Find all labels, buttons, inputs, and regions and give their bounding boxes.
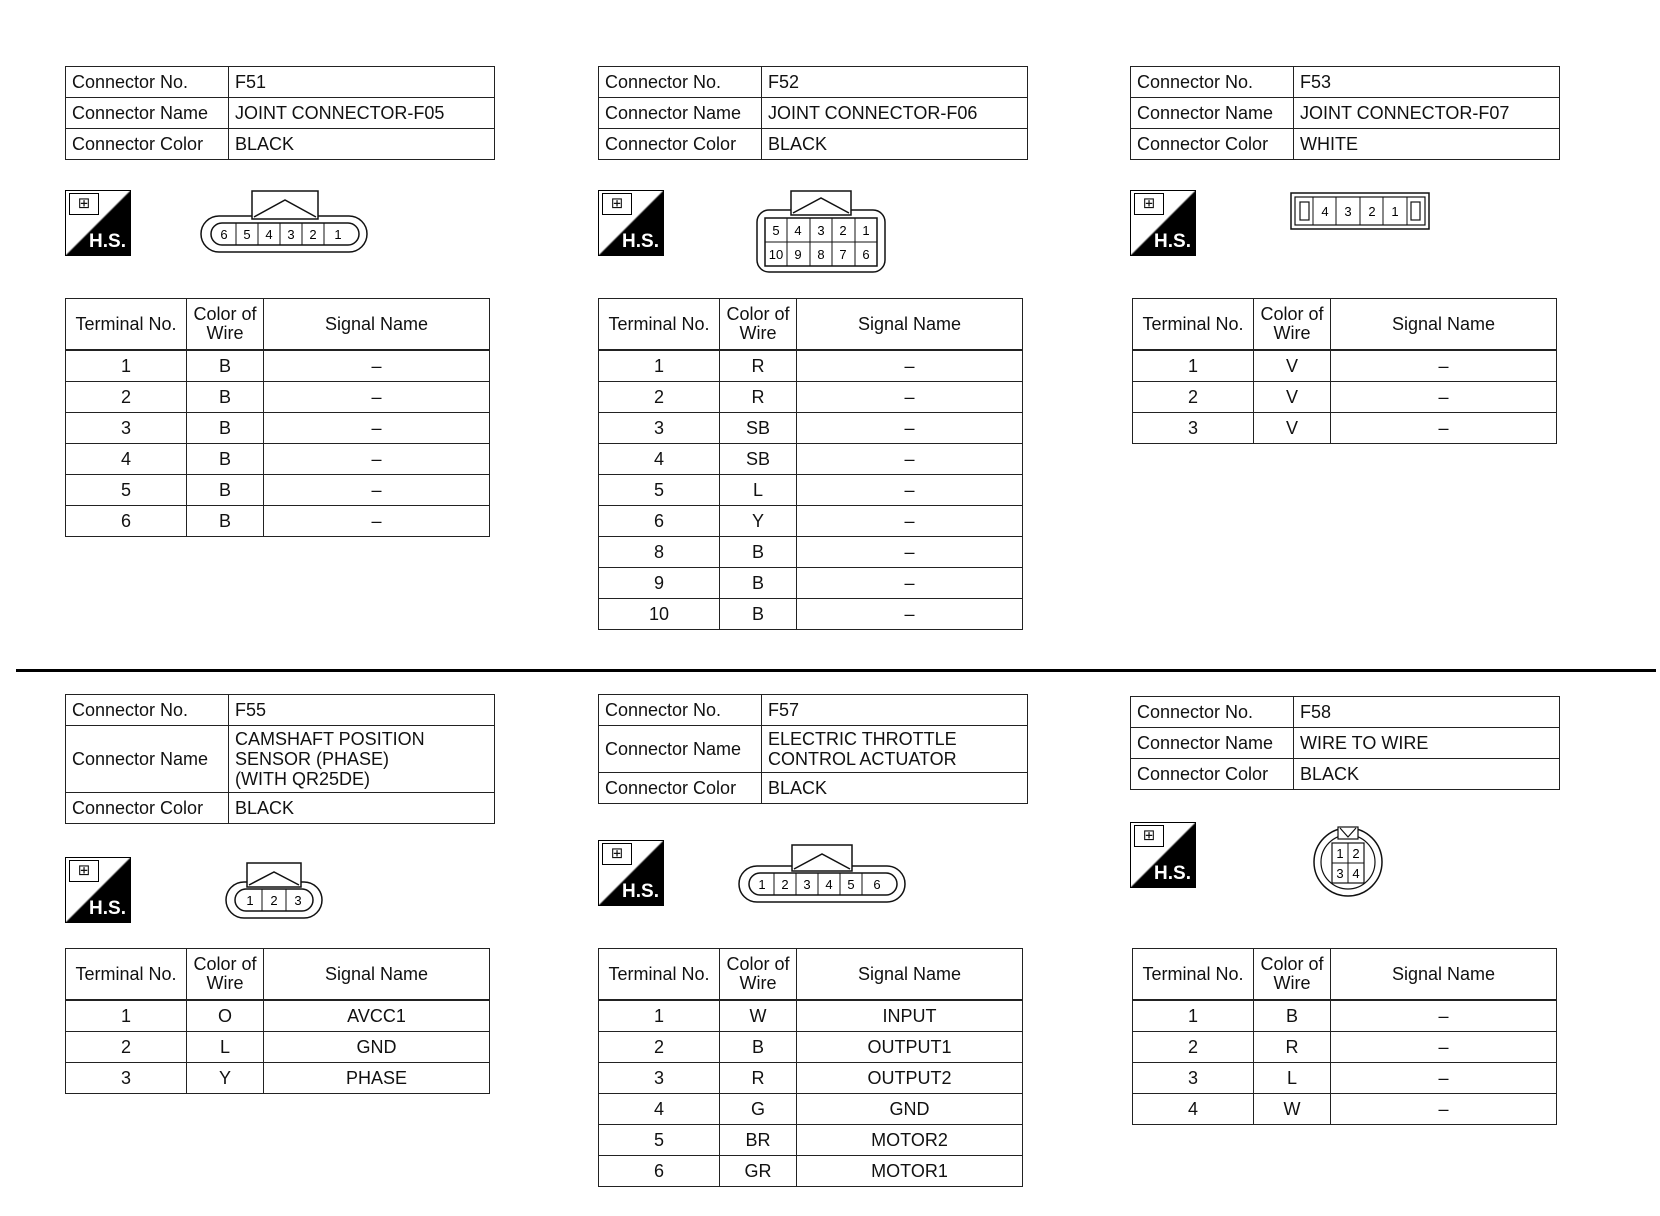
wire-color: B <box>187 444 264 475</box>
table-row <box>599 475 1023 506</box>
wire-color: GR <box>720 1156 797 1187</box>
connector-no-value: F51 <box>229 67 495 98</box>
signal-name: – <box>797 475 1023 506</box>
wire-color-header: Color of Wire <box>1254 299 1331 351</box>
connector-color-label: Connector Color <box>66 793 229 824</box>
wire-color: W <box>720 1000 797 1032</box>
table-row <box>1133 382 1557 413</box>
connector-no-value: F52 <box>762 67 1028 98</box>
table-row <box>1133 1032 1557 1063</box>
connector-name-value: WIRE TO WIRE <box>1294 728 1560 759</box>
signal-name: AVCC1 <box>264 1000 490 1032</box>
table-row <box>1133 350 1557 382</box>
pin-label: 2 <box>1352 846 1360 861</box>
connector-f58-terminal-table <box>1132 948 1557 1125</box>
pin-label: 6 <box>862 247 870 262</box>
connector-f57-diagram <box>738 844 908 908</box>
connector-glyph-icon: ⊞ <box>69 860 99 882</box>
connector-color-label: Connector Color <box>66 129 229 160</box>
signal-name: – <box>264 382 490 413</box>
connector-no-label: Connector No. <box>599 67 762 98</box>
hs-label: H.S. <box>622 881 659 902</box>
wire-color: Y <box>187 1063 264 1094</box>
connector-glyph-icon: ⊞ <box>69 193 99 215</box>
terminal-no: 6 <box>66 506 187 537</box>
signal-name: – <box>1331 413 1557 444</box>
table-row <box>66 382 490 413</box>
connector-name-value: JOINT CONNECTOR-F07 <box>1294 98 1560 129</box>
connector-no-value: F53 <box>1294 67 1560 98</box>
pin-label: 3 <box>287 227 295 242</box>
wire-color: B <box>187 382 264 413</box>
terminal-no: 3 <box>599 1063 720 1094</box>
pin-label: 1 <box>1336 846 1344 861</box>
pin-label: 1 <box>334 227 342 242</box>
connector-no-label: Connector No. <box>599 695 762 726</box>
signal-name-header: Signal Name <box>264 299 490 351</box>
table-row <box>599 1000 1023 1032</box>
signal-name: – <box>797 537 1023 568</box>
pin-label: 4 <box>265 227 273 242</box>
wire-color-header: Color of Wire <box>1254 949 1331 1001</box>
signal-name: – <box>1331 1063 1557 1094</box>
signal-name: – <box>264 413 490 444</box>
connector-color-value: BLACK <box>762 773 1028 804</box>
hs-icon <box>65 857 131 923</box>
wire-color: L <box>720 475 797 506</box>
signal-name: – <box>1331 350 1557 382</box>
terminal-no: 5 <box>599 475 720 506</box>
table-row <box>599 1063 1023 1094</box>
pin-label: 1 <box>246 893 254 908</box>
hs-label: H.S. <box>622 231 659 252</box>
pin-cell <box>334 227 341 242</box>
signal-name: OUTPUT1 <box>797 1032 1023 1063</box>
table-row <box>66 350 490 382</box>
connector-name-label: Connector Name <box>599 726 762 773</box>
connector-name-label: Connector Name <box>599 98 762 129</box>
connector-name-value: JOINT CONNECTOR-F06 <box>762 98 1028 129</box>
hs-label: H.S. <box>1154 231 1191 252</box>
pin-label: 2 <box>309 227 317 242</box>
wire-color: B <box>1254 1000 1331 1032</box>
table-row <box>1133 413 1557 444</box>
terminal-no: 1 <box>599 350 720 382</box>
table-row <box>66 413 490 444</box>
wire-color: R <box>720 1063 797 1094</box>
signal-name: GND <box>797 1094 1023 1125</box>
terminal-no: 5 <box>66 475 187 506</box>
hs-label: H.S. <box>89 231 126 252</box>
wire-color: G <box>720 1094 797 1125</box>
table-row <box>599 382 1023 413</box>
wire-color-header: Color of Wire <box>720 299 797 351</box>
wire-color: L <box>1254 1063 1331 1094</box>
signal-name: – <box>1331 382 1557 413</box>
connector-name-label: Connector Name <box>1131 728 1294 759</box>
terminal-no: 4 <box>599 444 720 475</box>
hs-icon <box>598 190 664 256</box>
wire-color: R <box>720 350 797 382</box>
connector-f57-terminal-table <box>598 948 1023 1187</box>
connector-name-label: Connector Name <box>66 98 229 129</box>
signal-name: – <box>264 444 490 475</box>
terminal-no: 2 <box>1133 382 1254 413</box>
terminal-no: 4 <box>1133 1094 1254 1125</box>
connector-no-label: Connector No. <box>1131 697 1294 728</box>
table-row <box>66 444 490 475</box>
signal-name: – <box>797 413 1023 444</box>
signal-name: – <box>797 444 1023 475</box>
pin-label: 7 <box>839 247 847 262</box>
wire-color: V <box>1254 350 1331 382</box>
wire-color: SB <box>720 413 797 444</box>
table-row <box>599 568 1023 599</box>
table-row <box>66 1032 490 1063</box>
connector-f52-info <box>598 66 1028 160</box>
signal-name-header: Signal Name <box>1331 949 1557 1001</box>
wire-color: V <box>1254 413 1331 444</box>
connector-f55-diagram <box>225 862 325 922</box>
wire-color: B <box>720 537 797 568</box>
connector-color-value: BLACK <box>229 793 495 824</box>
connector-color-value: BLACK <box>229 129 495 160</box>
signal-name: – <box>797 568 1023 599</box>
connector-f55-terminal-table <box>65 948 490 1094</box>
terminal-no: 1 <box>599 1000 720 1032</box>
terminal-no: 3 <box>1133 413 1254 444</box>
pin-label: 3 <box>803 877 811 892</box>
connector-glyph-icon: ⊞ <box>602 193 632 215</box>
table-row <box>599 413 1023 444</box>
terminal-no: 6 <box>599 506 720 537</box>
pin-label: 2 <box>781 877 789 892</box>
connector-no-value: F58 <box>1294 697 1560 728</box>
connector-glyph-icon: ⊞ <box>602 843 632 865</box>
wire-color: B <box>187 475 264 506</box>
terminal-no: 2 <box>66 382 187 413</box>
terminal-no: 8 <box>599 537 720 568</box>
connector-no-value: F57 <box>762 695 1028 726</box>
table-row <box>1133 1000 1557 1032</box>
signal-name: – <box>1331 1094 1557 1125</box>
pin-label: 6 <box>873 877 881 892</box>
signal-name: PHASE <box>264 1063 490 1094</box>
signal-name: – <box>1331 1000 1557 1032</box>
hs-label: H.S. <box>89 898 126 919</box>
wire-color-header: Color of Wire <box>720 949 797 1001</box>
table-row <box>66 1063 490 1094</box>
signal-name-header: Signal Name <box>797 949 1023 1001</box>
pin-label: 5 <box>772 223 780 238</box>
terminal-no: 5 <box>599 1125 720 1156</box>
signal-name: – <box>797 350 1023 382</box>
connector-f53-info <box>1130 66 1560 160</box>
terminal-no: 9 <box>599 568 720 599</box>
pin-label: 5 <box>243 227 251 242</box>
wire-color: O <box>187 1000 264 1032</box>
signal-name: MOTOR1 <box>797 1156 1023 1187</box>
connector-color-label: Connector Color <box>1131 129 1294 160</box>
connector-color-label: Connector Color <box>599 773 762 804</box>
signal-name: – <box>797 382 1023 413</box>
terminal-no: 10 <box>599 599 720 630</box>
connector-no-value: F55 <box>229 695 495 726</box>
table-row <box>599 599 1023 630</box>
table-row <box>599 1156 1023 1187</box>
pin-label: 3 <box>1344 204 1352 219</box>
terminal-no: 4 <box>599 1094 720 1125</box>
terminal-no: 2 <box>599 1032 720 1063</box>
wire-color: B <box>720 1032 797 1063</box>
signal-name-header: Signal Name <box>1331 299 1557 351</box>
wire-color: L <box>187 1032 264 1063</box>
table-row <box>599 1125 1023 1156</box>
table-row <box>1133 1063 1557 1094</box>
wire-color: SB <box>720 444 797 475</box>
terminal-no: 2 <box>66 1032 187 1063</box>
wire-color: V <box>1254 382 1331 413</box>
connector-color-label: Connector Color <box>599 129 762 160</box>
table-row <box>66 506 490 537</box>
connector-glyph-icon: ⊞ <box>1134 193 1164 215</box>
wire-color: R <box>1254 1032 1331 1063</box>
terminal-no: 1 <box>1133 1000 1254 1032</box>
pin-label: 1 <box>862 223 870 238</box>
pin-label: 5 <box>847 877 855 892</box>
pin-label: 2 <box>270 893 278 908</box>
hs-label: H.S. <box>1154 863 1191 884</box>
table-row <box>599 506 1023 537</box>
terminal-no: 3 <box>66 1063 187 1094</box>
pin-label: 4 <box>794 223 802 238</box>
hs-icon <box>1130 822 1196 888</box>
pin-label: 2 <box>839 223 847 238</box>
pin-label: 1 <box>1391 204 1399 219</box>
pin-label: 3 <box>817 223 825 238</box>
terminal-no: 3 <box>599 413 720 444</box>
table-row <box>599 444 1023 475</box>
connector-name-value: ELECTRIC THROTTLE CONTROL ACTUATOR <box>762 726 1028 773</box>
terminal-no-header: Terminal No. <box>66 299 187 351</box>
wire-color: Y <box>720 506 797 537</box>
wire-color: B <box>720 599 797 630</box>
table-row <box>66 475 490 506</box>
terminal-no: 3 <box>66 413 187 444</box>
connector-f57-info <box>598 694 1028 804</box>
connector-f58-diagram <box>1310 824 1390 896</box>
connector-no-label: Connector No. <box>66 67 229 98</box>
pin-label: 4 <box>825 877 833 892</box>
signal-name: OUTPUT2 <box>797 1063 1023 1094</box>
signal-name: INPUT <box>797 1000 1023 1032</box>
terminal-no: 2 <box>599 382 720 413</box>
signal-name: – <box>264 350 490 382</box>
connector-f53-diagram <box>1290 192 1432 232</box>
wire-color: BR <box>720 1125 797 1156</box>
connector-f55-info <box>65 694 495 824</box>
terminal-no-header: Terminal No. <box>599 949 720 1001</box>
terminal-no: 4 <box>66 444 187 475</box>
pin-label: 4 <box>1352 866 1360 881</box>
table-row <box>599 350 1023 382</box>
connector-f52-terminal-table <box>598 298 1023 630</box>
connector-no-label: Connector No. <box>66 695 229 726</box>
connector-no-label: Connector No. <box>1131 67 1294 98</box>
wire-color: B <box>187 506 264 537</box>
pin-label: 6 <box>220 227 228 242</box>
signal-name: – <box>1331 1032 1557 1063</box>
terminal-no: 1 <box>66 350 187 382</box>
wire-color: B <box>187 413 264 444</box>
connector-name-value: JOINT CONNECTOR-F05 <box>229 98 495 129</box>
hs-icon <box>65 190 131 256</box>
signal-name: – <box>264 506 490 537</box>
signal-name-header: Signal Name <box>797 299 1023 351</box>
pin-label: 2 <box>1368 204 1376 219</box>
connector-color-value: BLACK <box>1294 759 1560 790</box>
connector-f51-terminal-table <box>65 298 490 537</box>
signal-name: – <box>797 506 1023 537</box>
connector-f51-info <box>65 66 495 160</box>
hs-icon <box>1130 190 1196 256</box>
pin-label: 8 <box>817 247 825 262</box>
connector-f58-info <box>1130 696 1560 790</box>
terminal-no: 2 <box>1133 1032 1254 1063</box>
pin-label: 3 <box>294 893 302 908</box>
wire-color: B <box>720 568 797 599</box>
connector-name-label: Connector Name <box>1131 98 1294 129</box>
terminal-no-header: Terminal No. <box>599 299 720 351</box>
signal-name: – <box>797 599 1023 630</box>
connector-color-value: BLACK <box>762 129 1028 160</box>
wire-color: B <box>187 350 264 382</box>
table-row <box>66 1000 490 1032</box>
signal-name: MOTOR2 <box>797 1125 1023 1156</box>
table-row <box>599 1032 1023 1063</box>
terminal-no: 1 <box>1133 350 1254 382</box>
terminal-no: 6 <box>599 1156 720 1187</box>
section-divider <box>16 669 1656 672</box>
wire-color-header: Color of Wire <box>187 949 264 1001</box>
connector-glyph-icon: ⊞ <box>1134 825 1164 847</box>
signal-name-header: Signal Name <box>264 949 490 1001</box>
pin-label: 3 <box>1336 866 1344 881</box>
table-row <box>1133 1094 1557 1125</box>
connector-name-value: CAMSHAFT POSITION SENSOR (PHASE) (WITH QR25DE) <box>229 726 495 793</box>
wire-color: R <box>720 382 797 413</box>
wire-color: W <box>1254 1094 1331 1125</box>
connector-color-label: Connector Color <box>1131 759 1294 790</box>
connector-f51-diagram <box>200 190 370 260</box>
hs-icon <box>598 840 664 906</box>
connector-f52-diagram <box>755 190 895 275</box>
terminal-no: 3 <box>1133 1063 1254 1094</box>
terminal-no-header: Terminal No. <box>66 949 187 1001</box>
pin-label: 1 <box>758 877 766 892</box>
connector-name-label: Connector Name <box>66 726 229 793</box>
connector-f53-terminal-table <box>1132 298 1557 444</box>
pin-label: 4 <box>1321 204 1329 219</box>
signal-name: GND <box>264 1032 490 1063</box>
pin-label: 9 <box>794 247 802 262</box>
table-row <box>599 537 1023 568</box>
wire-color-header: Color of Wire <box>187 299 264 351</box>
terminal-no: 1 <box>66 1000 187 1032</box>
pin-label: 10 <box>768 247 784 262</box>
terminal-no-header: Terminal No. <box>1133 949 1254 1001</box>
signal-name: – <box>264 475 490 506</box>
terminal-no-header: Terminal No. <box>1133 299 1254 351</box>
table-row <box>599 1094 1023 1125</box>
connector-color-value: WHITE <box>1294 129 1560 160</box>
